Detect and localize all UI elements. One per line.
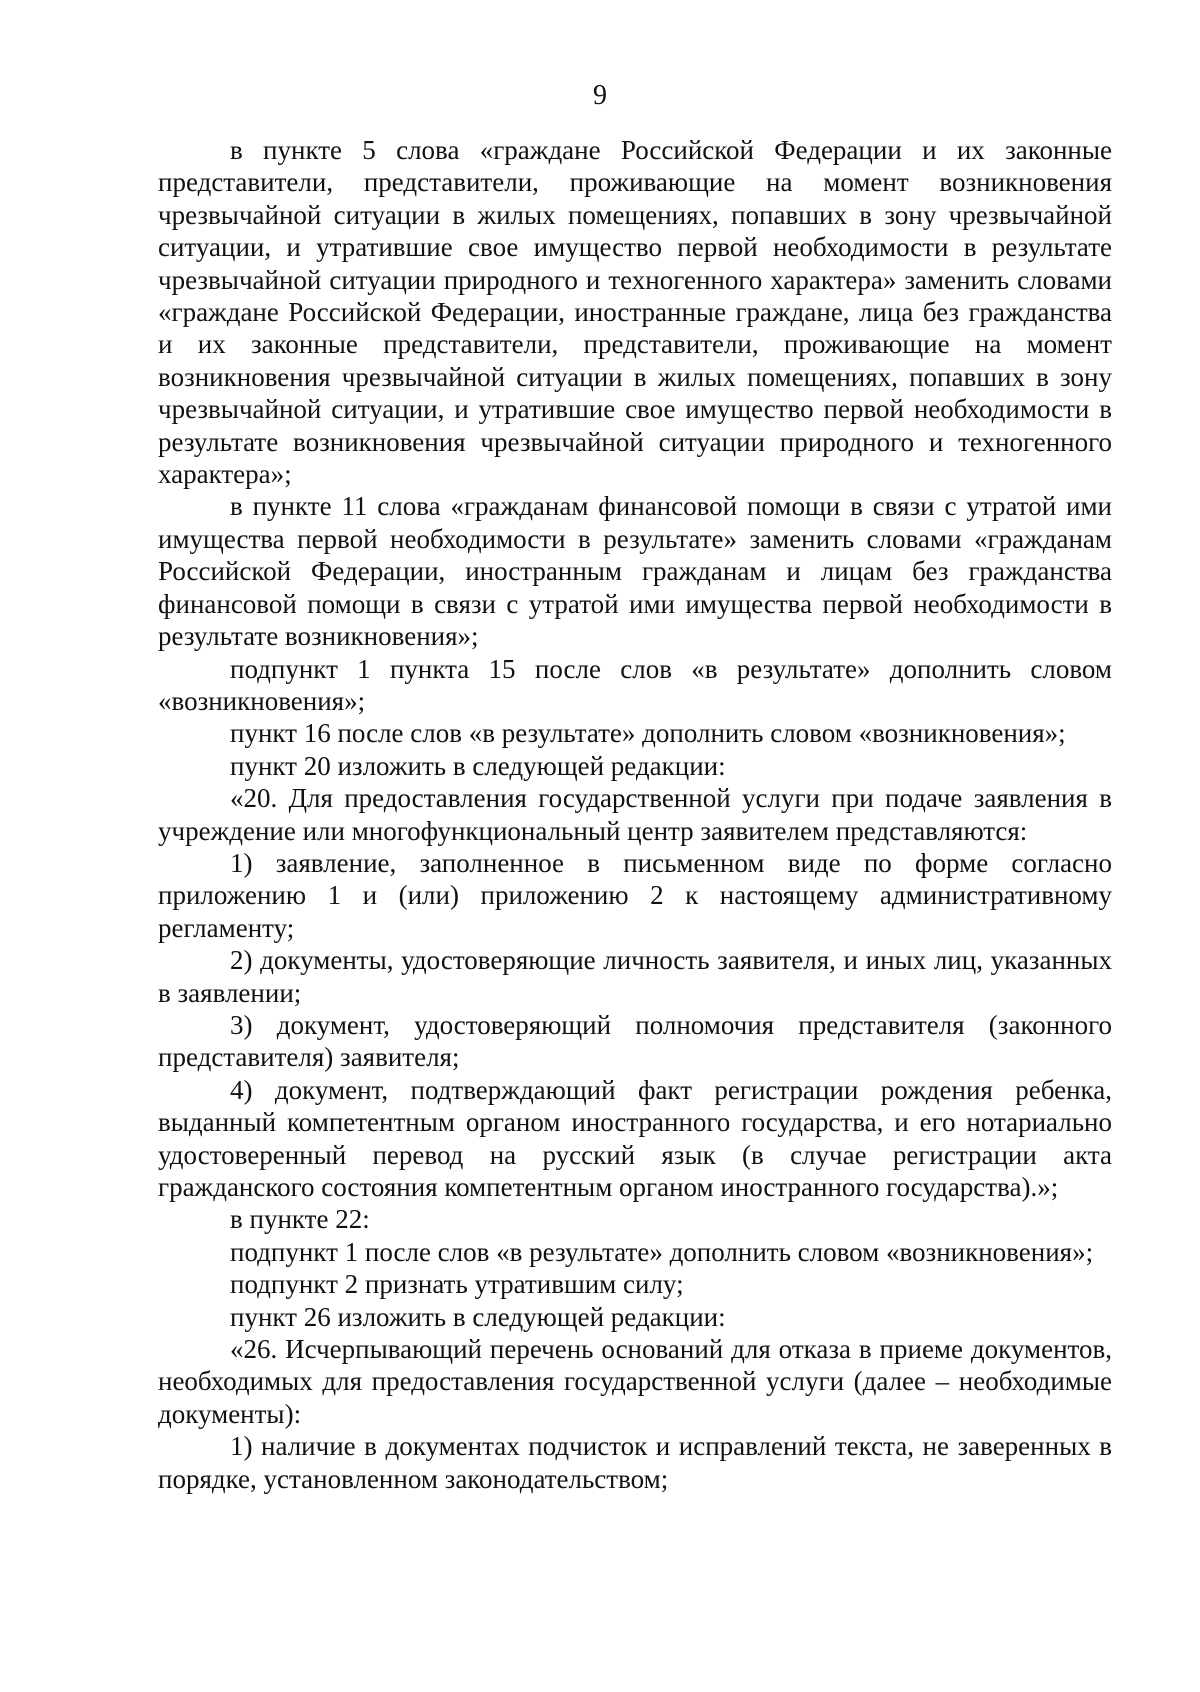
paragraph: подпункт 2 признать утратившим силу; bbox=[230, 1269, 684, 1300]
paragraph: «26. Исчерпывающий перечень оснований для отказа в приеме документов, необходимых для предоставления государственной услуги (далее – необходимые документы): bbox=[158, 1334, 1112, 1429]
paragraph: подпункт 1 после слов «в результате» дополнить словом «возникновения»; bbox=[230, 1236, 1094, 1267]
paragraph: подпункт 1 пункта 15 после слов «в результате» дополнить словом «возникновения»; bbox=[158, 653, 1112, 716]
paragraph: пункт 26 изложить в следующей редакции: bbox=[230, 1301, 726, 1332]
page-number: 9 bbox=[593, 80, 607, 111]
paragraph: пункт 16 после слов «в результате» дополнить словом «возникновения»; bbox=[230, 718, 1066, 749]
paragraph: «20. Для предоставления государственной услуги при подаче заявления в учреждение или многофункциональный центр заявителем представляются: bbox=[158, 783, 1112, 846]
document-body bbox=[158, 134, 1112, 1495]
paragraph: в пункте 11 слова «гражданам финансовой помощи в связи с утратой ими имущества первой необходимости в результате» заменить словами «гражданам Российской Федерации, иностранным гражданам и лицам без гражданства финансовой помощи в связи с утратой ими имущества первой необходимости в результате возникновения»; bbox=[158, 491, 1112, 652]
paragraph: 2) документы, удостоверяющие личность заявителя, и иных лиц, указанных в заявлении; bbox=[158, 945, 1112, 1008]
paragraph: в пункте 22: bbox=[230, 1204, 370, 1235]
paragraph: пункт 20 изложить в следующей редакции: bbox=[230, 750, 726, 781]
paragraph: в пункте 5 слова «граждане Российской Федерации и их законные представители, представители, проживающие на момент возникновения чрезвычайной ситуации в жилых помещениях, попавших в зону чрезвычайной ситуации, и утратившие свое имущество первой необходимости в результате чрезвычайной ситуации природного и техногенного характера» заменить словами «граждане Российской Федерации, иностранные граждане, лица без гражданства и их законные представители, представители, проживающие на момент возникновения чрезвычайной ситуации в жилых помещениях, попавших в зону чрезвычайной ситуации, и утратившие свое имущество первой необходимости в результате возникновения чрезвычайной ситуации природного и техногенного характера»; bbox=[158, 135, 1112, 490]
paragraph: 3) документ, удостоверяющий полномочия представителя (законного представителя) заявителя; bbox=[158, 1009, 1112, 1073]
paragraph: 1) заявление, заполненное в письменном виде по форме согласно приложению 1 и (или) приложению 2 к настоящему административному регламенту; bbox=[158, 847, 1112, 943]
paragraph: 4) документ, подтверждающий факт регистрации рождения ребенка, выданный компетентным органом иностранного государства, и его нотариально удостоверенный перевод на русский язык (в случае регистрации акта гражданского состояния компетентным органом иностранного государства).»; bbox=[158, 1074, 1112, 1202]
paragraph: 1) наличие в документах подчисток и исправлений текста, не заверенных в порядке, установленном законодательством; bbox=[158, 1431, 1112, 1494]
